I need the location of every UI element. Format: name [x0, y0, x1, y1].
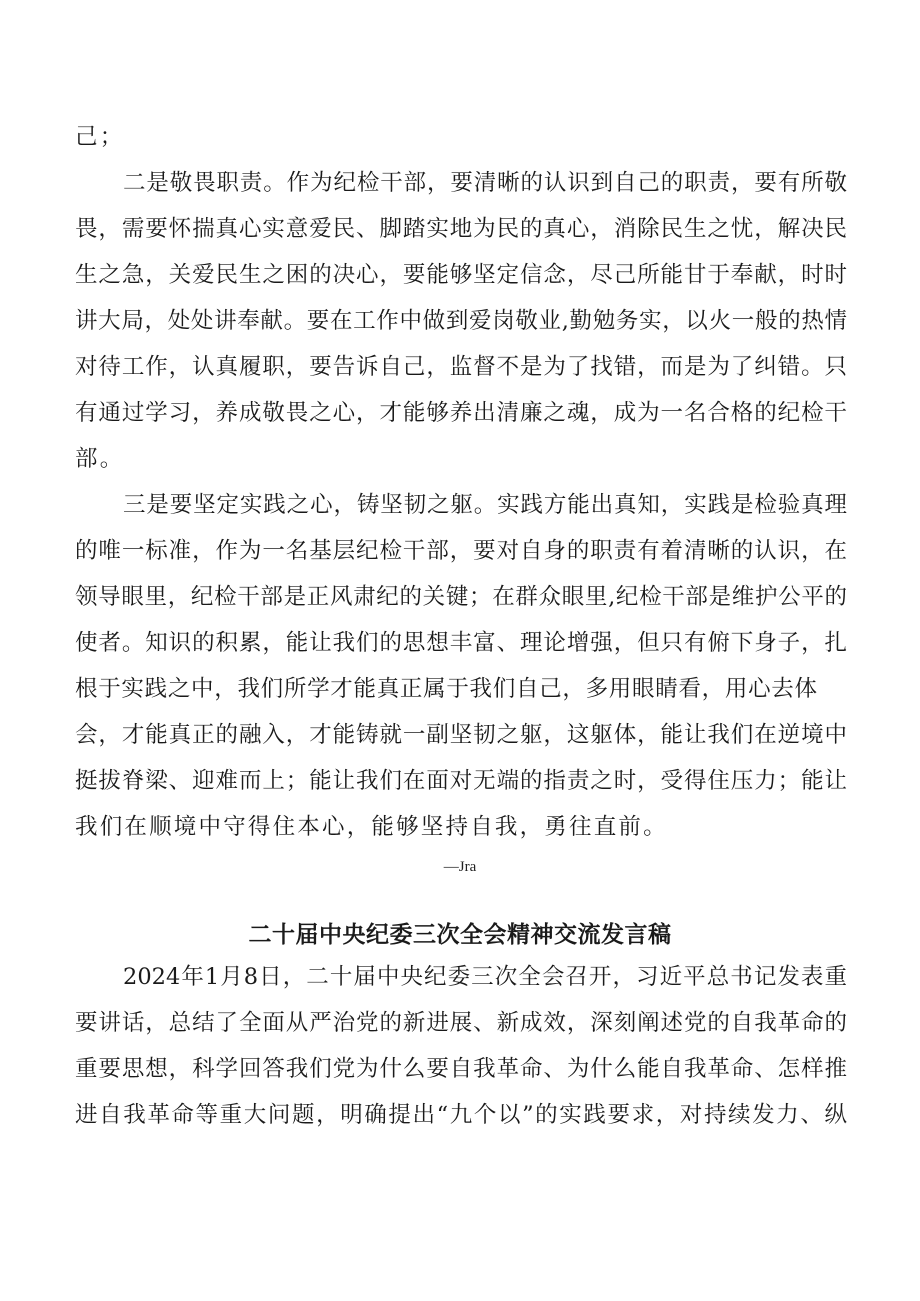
paragraph-start-line: 三是要坚定实践之心，铸坚韧之躯。实践方能出真知，实践是检验真理: [123, 492, 847, 518]
section-heading: 二十届中央纪委三次全会精神交流发言稿: [248, 922, 672, 948]
text-line: 己；: [75, 124, 125, 150]
text-line: 生之急，关爱民生之困的决心，要能够坚定信念，尽己所能甘于奉献，时时: [75, 262, 847, 288]
text-line: 重要思想，科学回答我们党为什么要自我革命、为什么能自我革命、怎样推: [75, 1056, 847, 1082]
text-line: 使者。知识的积累，能让我们的思想丰富、理论增强，但只有俯下身子，扎: [75, 630, 847, 656]
text-line: 要讲话，总结了全面从严治党的新进展、新成效，深刻阐述党的自我革命的: [75, 1010, 847, 1036]
text-line: 部。: [75, 446, 125, 472]
signature: —Jra: [443, 859, 477, 875]
text-line: 讲大局，处处讲奉献。要在工作中做到爱岗敬业,勤勉务实，以火一般的热情: [75, 308, 847, 334]
text-line: 领导眼里，纪检干部是正风肃纪的关键；在群众眼里,纪检干部是维护公平的: [75, 584, 847, 610]
text-line: 的唯一标准，作为一名基层纪检干部，要对自身的职责有着清晰的认识，在: [75, 538, 847, 564]
text-line: 进自我革命等重大问题，明确提出“九个以”的实践要求，对持续发力、纵: [75, 1102, 847, 1128]
text-line: 会，才能真正的融入，才能铸就一副坚韧之躯，这躯体，能让我们在逆境中: [75, 722, 847, 748]
text-line: 挺拔脊梁、迎难而上；能让我们在面对无端的指责之时，受得住压力；能让: [75, 768, 847, 794]
text-line: 根于实践之中，我们所学才能真正属于我们自己，多用眼睛看，用心去体: [75, 676, 817, 702]
paragraph-start-line: 2024年1月8日，二十届中央纪委三次全会召开，习近平总书记发表重: [123, 964, 847, 990]
text-line: 有通过学习，养成敬畏之心，才能够养出清廉之魂，成为一名合格的纪检干: [75, 400, 847, 426]
text-line: 我们在顺境中守得住本心，能够坚持自我，勇往直前。: [75, 814, 668, 840]
text-line: 对待工作，认真履职，要告诉自己，监督不是为了找错，而是为了纠错。只: [75, 354, 847, 380]
paragraph-start-line: 二是敬畏职责。作为纪检干部，要清晰的认识到自己的职责，要有所敬: [123, 170, 847, 196]
text-line: 畏，需要怀揣真心实意爱民、脚踏实地为民的真心，消除民生之忧，解决民: [75, 216, 847, 242]
